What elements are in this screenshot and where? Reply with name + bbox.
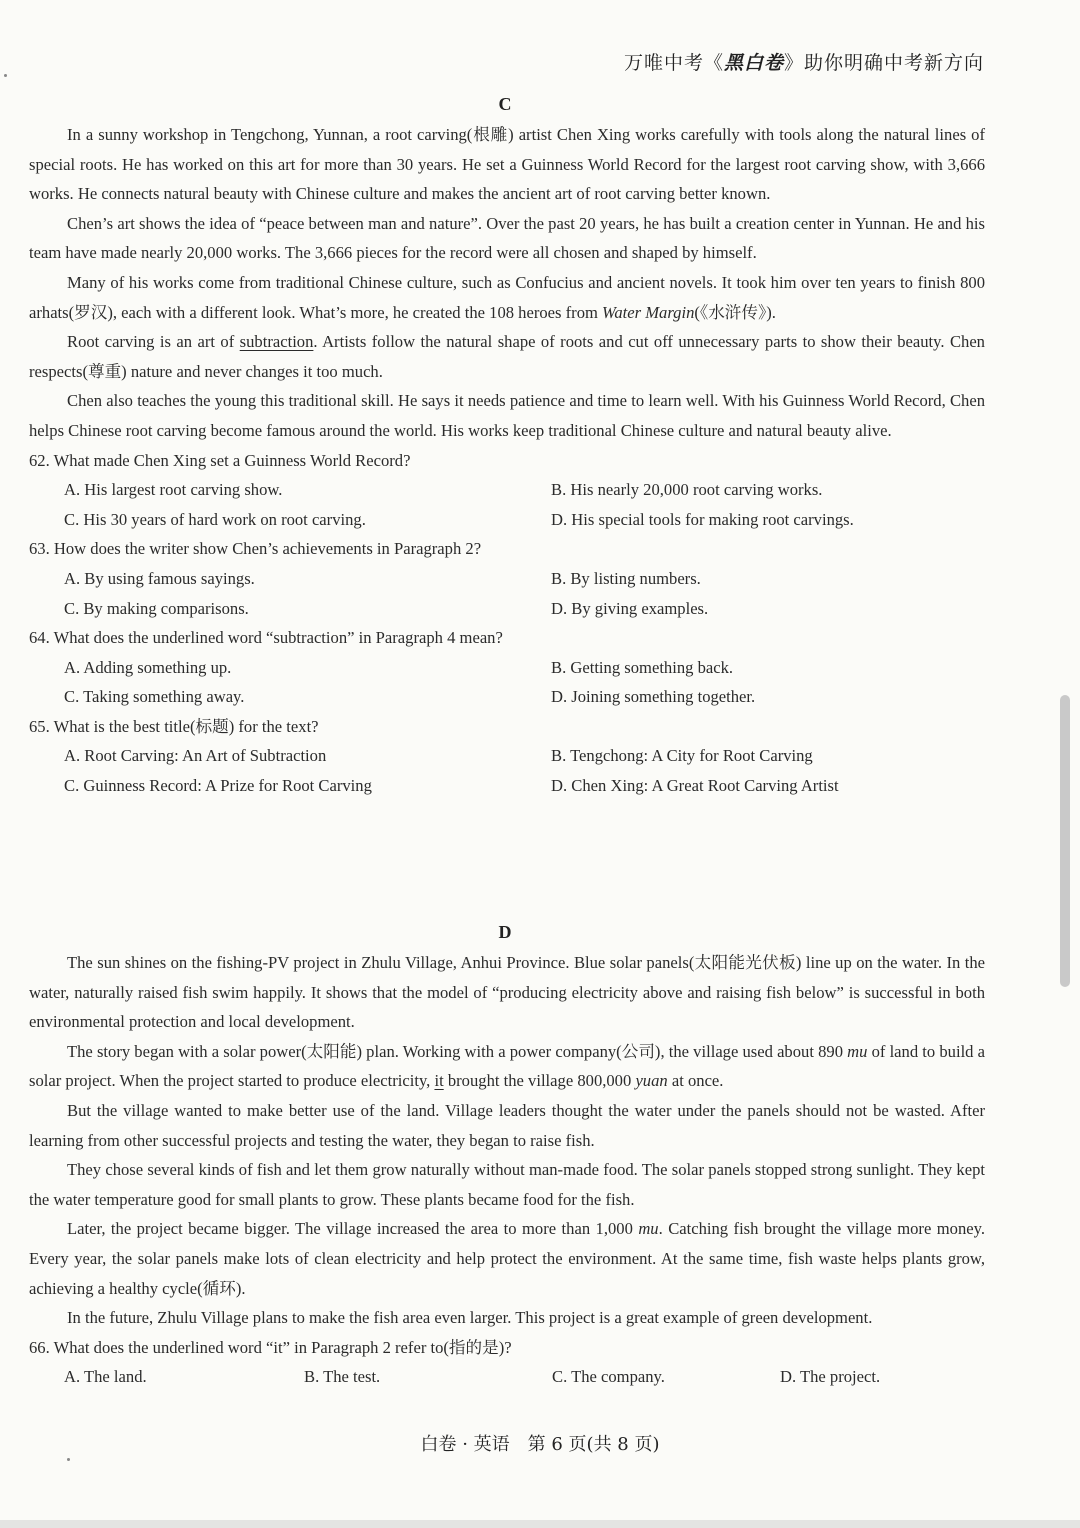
- option[interactable]: B. Tengchong: A City for Root Carving: [551, 746, 813, 766]
- option[interactable]: C. The company.: [552, 1367, 665, 1387]
- passage-c-paragraph-5: Chen also teaches the young this traditional skill. He says it needs patience and time to learn well. With his Guinness World Record, Chen helps Chinese root carving become famous around the world. His works keep traditional Chinese culture and natural beauty alive.: [29, 391, 985, 440]
- section-c-heading: C: [498, 94, 512, 114]
- option[interactable]: B. The test.: [304, 1367, 381, 1387]
- passage-c-paragraph-2: Chen’s art shows the idea of “peace between man and nature”. Over the past 20 years, he has built a creation center in Yunnan. He and his team have made nearly 20,000 works. The 3,666 pieces for the record were all chosen and shaped by himself.: [29, 213, 985, 263]
- question-stem: 66. What does the underlined word “it” in Paragraph 2 refer to(指的是)?: [29, 1337, 512, 1357]
- option[interactable]: A. By using famous sayings.: [64, 568, 255, 588]
- question-66: [29, 1333, 985, 1392]
- question-stem: 62. What made Chen Xing set a Guinness World Record?: [29, 450, 411, 470]
- option[interactable]: C. Guinness Record: A Prize for Root Carving: [64, 776, 372, 796]
- section-d-passage: [29, 948, 985, 1392]
- page-header: [624, 48, 984, 75]
- bottom-edge: [0, 1520, 1080, 1528]
- question-62: [29, 446, 985, 535]
- passage-d-paragraph-4: They chose several kinds of fish and let them grow naturally without man-made food. The solar panels stopped strong sunlight. They kept the water temperature good for small plants to grow. These plants became food for the fish.: [29, 1160, 985, 1209]
- option[interactable]: C. By making comparisons.: [64, 598, 249, 618]
- passage-c-paragraph-3: Many of his works come from traditional Chinese culture, such as Confucius and ancient novels. It took him over ten years to finish 800 arhats(罗汉), each with a different look. What’s more, he created the 108 heroes from Water Margin(《水浒传》).: [29, 272, 985, 322]
- option[interactable]: B. Getting something back.: [551, 657, 734, 677]
- option[interactable]: C. His 30 years of hard work on root carving.: [64, 509, 366, 529]
- section-d-heading: D: [498, 922, 512, 942]
- question-stem: 63. How does the writer show Chen’s achievements in Paragraph 2?: [29, 539, 482, 559]
- passage-d-paragraph-6: In the future, Zhulu Village plans to make the fish area even larger. This project is a great example of green development.: [67, 1308, 873, 1328]
- header-brand: 黑白卷: [723, 52, 784, 74]
- option[interactable]: D. His special tools for making root carvings.: [551, 509, 854, 529]
- question-63: [29, 534, 985, 623]
- option[interactable]: B. By listing numbers.: [551, 568, 701, 588]
- header-prefix: 万唯中考《: [623, 52, 724, 74]
- option[interactable]: A. His largest root carving show.: [64, 480, 283, 500]
- passage-c-paragraph-4: Root carving is an art of subtraction. Artists follow the natural shape of roots and cut off unnecessary parts to show their beauty. Chen respects(尊重) nature and never changes it too much.: [29, 332, 985, 381]
- passage-d-paragraph-5: Later, the project became bigger. The village increased the area to more than 1,000 mu. Catching fish brought the village more money. Every year, the solar panels make lots of clean electricity and help protect the environment. At the same time, fish waste helps plants grow, achieving a healthy cycle(循环).: [29, 1219, 985, 1298]
- underlined-word-subtraction: subtraction: [239, 332, 314, 352]
- page-footer: 白卷 · 英语 第 6 页(共 8 页): [420, 1434, 660, 1455]
- passage-c-paragraph-1: In a sunny workshop in Tengchong, Yunnan, a root carving(根雕) artist Chen Xing works carefully with tools along the natural lines of special roots. He has worked on this art for more than 30 years. He set a Guinness World Record for the largest root carving show, with 3,666 works. He connects natural beauty with Chinese culture and makes the ancient art of root carving better known.: [29, 125, 985, 204]
- option[interactable]: C. Taking something away.: [64, 687, 245, 707]
- option[interactable]: D. The project.: [780, 1367, 881, 1387]
- option[interactable]: A. The land.: [64, 1367, 147, 1387]
- passage-d-paragraph-2: The story began with a solar power(太阳能) plan. Working with a power company(公司), the village used about 890 mu of land to build a solar project. When the project started to produce electricity, it brought the village 800,000 yuan at once.: [29, 1041, 985, 1091]
- passage-d-paragraph-3: But the village wanted to make better use of the land. Village leaders thought the water under the panels should not be wasted. After learning from other successful projects and testing the water, they began to raise fish.: [29, 1100, 985, 1150]
- question-stem: 65. What is the best title(标题) for the text?: [29, 716, 319, 736]
- option[interactable]: D. By giving examples.: [551, 598, 709, 618]
- option[interactable]: B. His nearly 20,000 root carving works.: [551, 480, 823, 500]
- header-suffix: 》助你明确中考新方向: [783, 52, 984, 74]
- passage-d-paragraph-1: The sun shines on the fishing-PV project in Zhulu Village, Anhui Province. Blue solar panels(太阳能光伏板) line up on the water. In the water, naturally raised fish swim happily. It shows that the model of “producing electricity above and raising fish below” is successful in both environmental protection and local development.: [29, 953, 985, 1032]
- question-65: [29, 712, 985, 801]
- option[interactable]: A. Root Carving: An Art of Subtraction: [64, 746, 327, 766]
- question-64: [29, 623, 985, 712]
- scan-speck: [67, 1458, 70, 1461]
- scrollbar-thumb[interactable]: [1060, 695, 1070, 987]
- scan-speck: [4, 74, 7, 77]
- option[interactable]: D. Chen Xing: A Great Root Carving Artist: [551, 776, 839, 796]
- option[interactable]: D. Joining something together.: [551, 687, 756, 707]
- section-c-passage: [29, 120, 985, 801]
- question-stem: 64. What does the underlined word “subtraction” in Paragraph 4 mean?: [29, 628, 503, 648]
- underlined-word-it: it: [434, 1071, 444, 1091]
- option[interactable]: A. Adding something up.: [64, 657, 232, 677]
